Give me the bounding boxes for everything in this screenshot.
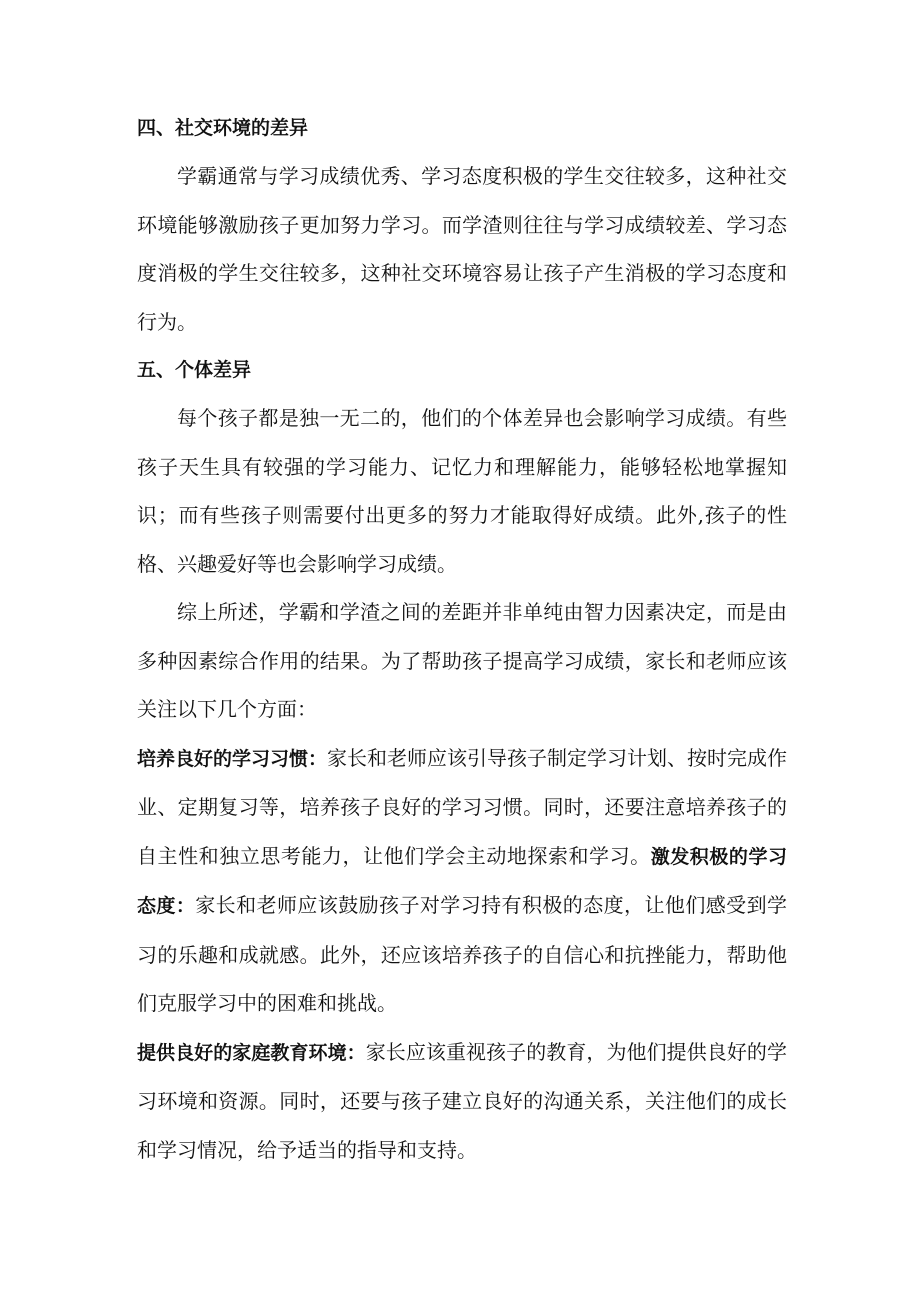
text-learning-attitude: 家长和老师应该鼓励孩子对学习持有积极的态度，让他们感受到学习的乐趣和成就感。此外，还应该培养孩子的自信心和抗挫能力，帮助他们克服学习中的困难和挑战。 bbox=[137, 893, 787, 1015]
paragraph-individual-differences: 每个孩子都是独一无二的，他们的个体差异也会影响学习成绩。有些孩子天生具有较强的学习能力、记忆力和理解能力，能够轻松地掌握知识；而有些孩子则需要付出更多的努力才能取得好成绩。此外,孩子的性格、兴趣爱好等也会影响学习成绩。 bbox=[137, 406, 787, 576]
label-learning-attitude: 激发积极的学习态度： bbox=[137, 845, 787, 917]
paragraph-social-environment: 学霸通常与学习成绩优秀、学习态度积极的学生交往较多，这种社交环境能够激励孩子更加努力学习。而学渣则往往与学习成绩较差、学习态度消极的学生交往较多，这种社交环境容易让孩子产生消极的学习态度和行为。 bbox=[137, 164, 787, 334]
label-learning-habits: 培养良好的学习习惯： bbox=[137, 747, 328, 770]
text-learning-habits: 家长和老师应该引导孩子制定学习计划、按时完成作业、定期复习等，培养孩子良好的学习习惯。同时，还要注意培养孩子的自主性和独立思考能力，让他们学会主动地探索和学习。 bbox=[137, 745, 788, 868]
paragraph-family-environment bbox=[137, 1028, 787, 1175]
paragraph-summary: 综上所述，学霸和学渣之间的差距并非单纯由智力因素决定，而是由多种因素综合作用的结果。为了帮助孩子提高学习成绩，家长和老师应该关注以下几个方面： bbox=[137, 600, 787, 721]
paragraph-habits-and-attitude bbox=[137, 734, 787, 1028]
section-heading-social-environment: 四、社交环境的差异 bbox=[137, 117, 309, 139]
text-family-environment: 家长应该重视孩子的教育，为他们提供良好的学习环境和资源。同时，还要与孩子建立良好的沟通关系，关注他们的成长和学习情况，给予适当的指导和支持。 bbox=[137, 1039, 787, 1162]
label-family-environment: 提供良好的家庭教育环境： bbox=[137, 1041, 366, 1064]
document-body bbox=[137, 104, 787, 1174]
section-heading-individual-differences: 五、个体差异 bbox=[137, 359, 252, 381]
